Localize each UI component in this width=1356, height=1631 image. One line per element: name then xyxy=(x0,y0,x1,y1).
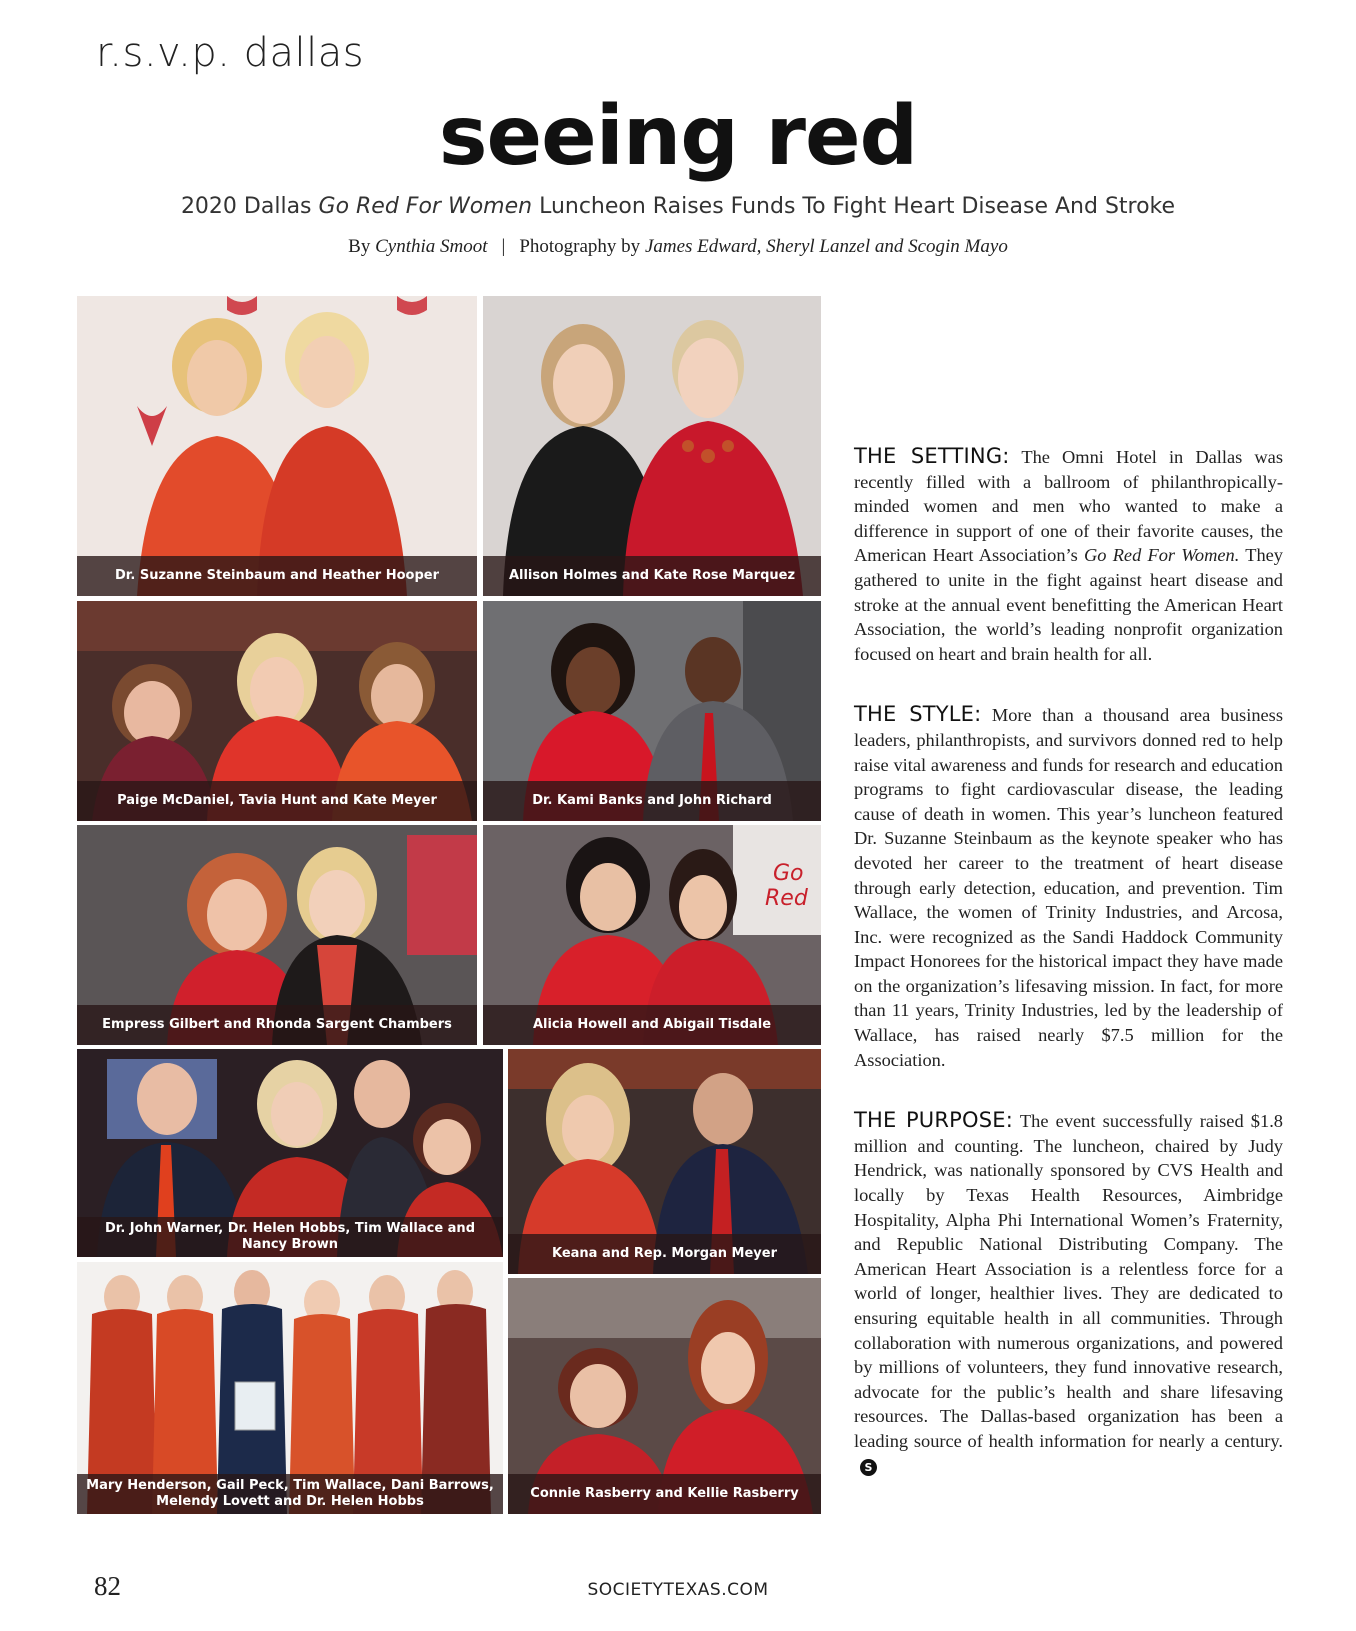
photo-caption: Mary Henderson, Gail Peck, Tim Wallace, Dani Barrows, Melendy Lovett and Dr. Helen Hobbs xyxy=(77,1474,503,1515)
photo-group-six xyxy=(77,1262,503,1514)
photo-credit-prefix: Photography by xyxy=(519,236,645,257)
subtitle xyxy=(0,194,1356,219)
subtitle-post: Luncheon Raises Funds To Fight Heart Disease And Stroke xyxy=(532,194,1176,219)
photo-image xyxy=(77,296,477,596)
paragraph-style xyxy=(854,702,1283,1072)
photo-caption: Empress Gilbert and Rhonda Sargent Chambers xyxy=(77,1005,477,1045)
setting-text-end: They gathered to unite in the fight against heart disease and stroke at the annual event benefitting the American Heart Association, the world’s leading nonprofit organization focused on heart and brain health for all. xyxy=(854,545,1283,664)
section-label: r.s.v.p. dallas xyxy=(96,30,365,76)
photo-caption: Alicia Howell and Abigail Tisdale xyxy=(483,1005,821,1045)
photo-warner-hobbs-wallace-brown xyxy=(77,1049,503,1257)
photo-mcdaniel-hunt-meyer xyxy=(77,601,477,821)
byline xyxy=(0,236,1356,258)
photo-caption: Dr. Suzanne Steinbaum and Heather Hooper xyxy=(77,556,477,596)
byline-separator: | xyxy=(501,236,506,257)
page-number: 82 xyxy=(94,1571,121,1601)
subtitle-pre: 2020 Dallas xyxy=(180,194,319,219)
footer-site-url: SOCIETYTEXAS.COM xyxy=(587,1580,769,1600)
photo-caption: Allison Holmes and Kate Rose Marquez xyxy=(483,556,821,596)
subtitle-event-name: Go Red For Women xyxy=(318,194,533,219)
lead-setting: THE SETTING: xyxy=(854,444,1010,468)
style-text: More than a thousand area business leaders, philanthropists, and survivors donned red to help raise vital awareness and funds for research and education programs to fight cardiovascular disease, the leading cause of death in women. This year’s luncheon featured Dr. Suzanne Steinbaum as the keynote speaker who has devoted her career to the treatment of heart disease through early detection, education, and prevention. Tim Wallace, the women of Trinity Industries, and Arcosa, Inc. were recognized as the Sandi Haddock Community Impact Honorees for the historical impact they have made on the organization’s lifesaving mission. In fact, for more than 11 years, Trinity Industries, led by the leadership of Wallace, has raised nearly $7.5 million for the Association. xyxy=(854,705,1283,1070)
photo-gilbert-chambers xyxy=(77,825,477,1045)
photo-caption: Paige McDaniel, Tavia Hunt and Kate Meyer xyxy=(77,781,477,821)
photo-caption: Dr. John Warner, Dr. Helen Hobbs, Tim Wallace and Nancy Brown xyxy=(77,1217,503,1258)
paragraph-setting xyxy=(854,444,1283,666)
photo-holmes-marquez xyxy=(483,296,821,596)
page-title: seeing red xyxy=(438,89,918,184)
svg-text:Red: Red xyxy=(765,886,808,911)
byline-prefix: By xyxy=(348,236,376,257)
article-body xyxy=(854,444,1283,1514)
photo-caption: Keana and Rep. Morgan Meyer xyxy=(508,1234,821,1274)
lead-purpose: THE PURPOSE: xyxy=(854,1108,1014,1133)
end-mark-icon: S xyxy=(860,1459,877,1476)
setting-event-name: Go Red For Women. xyxy=(1084,545,1240,566)
photo-caption: Connie Rasberry and Kellie Rasberry xyxy=(508,1474,821,1514)
photographers: James Edward, Sheryl Lanzel and Scogin Mayo xyxy=(644,236,1008,257)
photo-keana-morgan-meyer xyxy=(508,1049,821,1274)
photo-howell-tisdale xyxy=(483,825,821,1045)
purpose-text: The event successfully raised $1.8 million and counting. The luncheon, chaired by Judy Hendrick, was nationally sponsored by CVS Health and locally by Texas Health Resources, Aimbridge Hospitality, Alpha Phi International Women’s Fraternity, and Republic National Distributing Company. The American Heart Association is a relentless force for a world of longer, healthier lives. They are dedicated to ensuring equitable health in all communities. Through collaboration with numerous organizations, and powered by millions of volunteers, they fund innovative research, advocate for the public’s health and share lifesaving resources. The Dallas-based organization has been a leading source of health information for nearly a century. xyxy=(854,1111,1283,1451)
photo-steinbaum-hooper xyxy=(77,296,477,596)
author-name: Cynthia Smoot xyxy=(375,236,488,257)
setting-text: The Omni Hotel in Dallas was recently filled with a ballroom of philanthropically-minded women and men who wanted to make a difference in support of one of their favorite causes, the American Heart Association’s xyxy=(854,447,1283,566)
lead-style: THE STYLE: xyxy=(854,702,982,727)
photo-banks-richard xyxy=(483,601,821,821)
paragraph-purpose xyxy=(854,1108,1283,1478)
photo-caption: Dr. Kami Banks and John Richard xyxy=(483,781,821,821)
photo-image xyxy=(483,296,821,596)
svg-text:Go: Go xyxy=(773,861,804,886)
photo-rasberry xyxy=(508,1278,821,1514)
